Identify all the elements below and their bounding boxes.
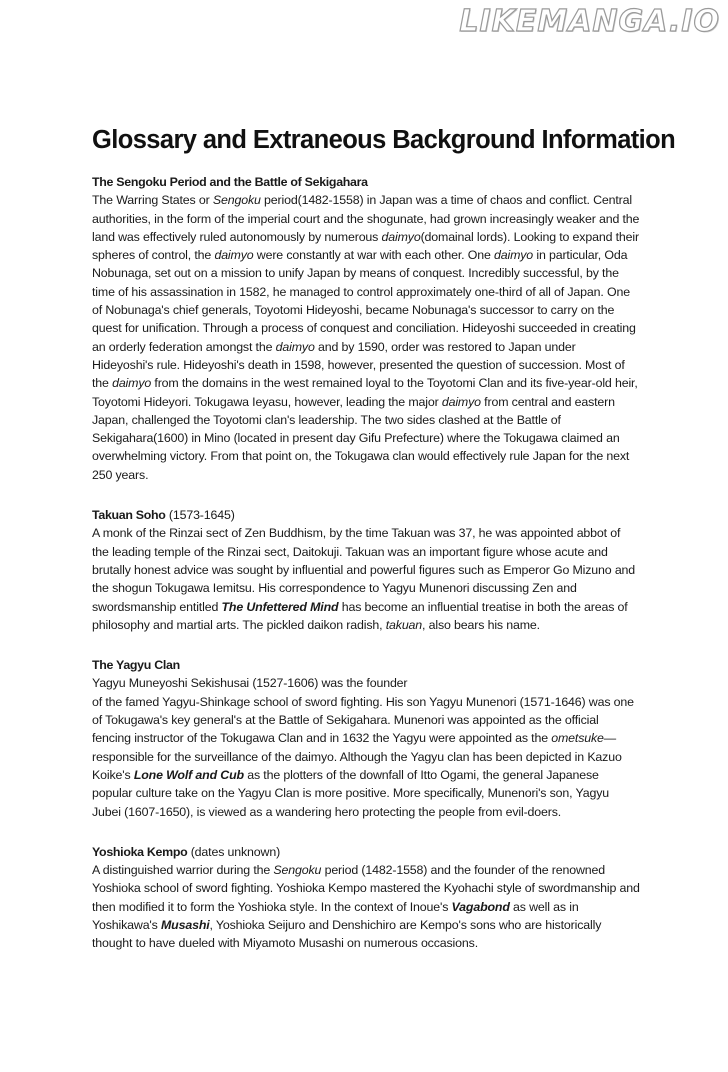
book-title: Lone Wolf and Cub (133, 767, 244, 782)
entry-heading (92, 656, 640, 674)
text-run: period(1482-1558) in Japan was a time of chaos and conflict. Central authorities, in the form of the imperial court and the shogunate, had grown increasingly weaker and the land was effectively ruled autonomously by numerous (92, 193, 640, 244)
entry-term: Takuan Soho (92, 508, 166, 523)
glossary-entry-sengoku (92, 173, 640, 484)
text-run: of the famed Yagyu-Shinkage school of sword fighting. His son Yagyu Munenori (1571-1646) was one of Tokugawa's key general's at the Battle of Sekigahara. Munenori was appointed as the official fencing instructor of the Tokugawa Clan and in 1632 the Yagyu were appointed as the (92, 694, 634, 746)
italic-term: daimyo (381, 229, 421, 244)
entry-paragraph (92, 861, 640, 952)
entry-heading (92, 843, 640, 861)
entry-term: The Sengoku Period and the Battle of Sekigahara (92, 175, 368, 189)
text-run: as the plotters of the downfall of Itto Ogami, the general Japanese popular culture take on the Yagyu Clan is more positive. More specifically, Munenori's son, Yagyu Jubei (1607-1650), is viewed as a wandering hero protecting the people from evil-doers. (92, 767, 609, 819)
glossary-content (92, 173, 640, 975)
text-run: from the domains in the west remained loyal to the Toyotomi Clan and its five-year-old heir, Toyotomi Hideyori. Tokugawa Ieyasu, however, leading the major (92, 376, 638, 409)
glossary-entry-yoshioka (92, 843, 640, 953)
text-run: , Yoshioka Seijuro and Denshichiro are Kempo's sons who are historically thought to have dueled with Miyamoto Musashi on numerous occasions. (92, 917, 602, 951)
text-run: from central and eastern Japan, challenged the Toyotomi clan's leadership. The two sides clashed at the Battle of Sekigahara(1600) in Mino (located in present day Gifu Prefecture) where the Tokugawa claimed an overwhelming victory. From that point on, the Tokugawa clan would effectively rule Japan for the next 250 years. (92, 394, 630, 482)
page-title: Glossary and Extraneous Background Information (92, 126, 676, 154)
text-run: , also bears his name. (422, 617, 540, 632)
text-run: as well as in Yoshikawa's (92, 899, 579, 932)
glossary-entry-yagyu (92, 656, 640, 821)
entry-dates: (dates unknown) (187, 844, 281, 859)
italic-term: Sengoku (212, 193, 261, 208)
entry-paragraph (92, 674, 640, 692)
text-run: A distinguished warrior during the (92, 863, 274, 878)
text-run: —responsible for the surveillance of the daimyo. Although the Yagyu clan has been depicted in Kazuo Koike's (92, 731, 622, 782)
text-run: in particular, Oda Nobunaga, set out on a mission to unify Japan by means of conquest. Incredibly successful, by the time of his assassination in 1582, he managed to control approximately one-third of all of Japan. One of Nobunaga's chief generals, Toyotomi Hideyoshi, became Nobunaga's successor to carry on the quest for unification. Through a process of conquest and conciliation. Hideyoshi succeeded in creating an orderly federation amongst the (92, 248, 636, 354)
italic-term: takuan (385, 617, 423, 632)
watermark: LIKEMANGA.IO (459, 4, 720, 39)
entry-paragraph (92, 524, 640, 634)
text-run: The Warring States or (92, 193, 213, 208)
text-run: A monk of the Rinzai sect of Zen Buddhism, by the time Takuan was 37, he was appointed abbot of the leading temple of the Rinzai sect, Daitokuji. Takuan was an important figure whose acute and brutally honest advice was sought by influential and powerful figures such as Emperor Go Mizuno and the shogun Tokugawa Iemitsu. His correspondence to Yagyu Munenori discussing Zen and swordsmanship entitled (92, 526, 636, 614)
text-run: period (1482-1558) and the founder of the renowned Yoshioka school of sword fighting. Yoshioka Kempo mastered the Kyohachi style of swordmanship and then modified it to form the Yoshioka style. In the context of Inoue's (92, 863, 640, 914)
book-title: The Unfettered Mind (221, 599, 339, 614)
entry-paragraph (92, 191, 640, 484)
entry-heading (92, 506, 640, 524)
book-title: Vagabond (451, 899, 510, 914)
italic-term: daimyo (494, 248, 534, 263)
entry-heading (92, 173, 640, 191)
text-run: (domainal lords). Looking to expand their spheres of control, the (92, 229, 639, 263)
text-run: were constantly at war with each other. One (253, 248, 494, 263)
italic-term: daimyo (112, 376, 152, 391)
italic-term: ometsuke (551, 731, 604, 746)
book-title: Musashi (161, 917, 210, 932)
italic-term: daimyo (275, 339, 315, 354)
entry-dates: (1573-1645) (165, 508, 235, 523)
italic-term: daimyo (441, 394, 481, 409)
text-run: has become an influential treatise in both the areas of philosophy and martial arts. The pickled daikon radish, (92, 599, 628, 632)
text-run: Yagyu Muneyoshi Sekishusai (1527-1606) was the founder (92, 676, 408, 691)
entry-paragraph (92, 693, 640, 821)
italic-term: daimyo (214, 248, 254, 263)
text-run: and by 1590, order was restored to Japan under Hideyoshi's rule. Hideyoshi's death in 1598, however, presented the question of succession. Most of the (92, 339, 625, 391)
glossary-entry-takuan (92, 506, 640, 634)
entry-term: Yoshioka Kempo (92, 844, 188, 859)
italic-term: Sengoku (273, 863, 322, 878)
entry-term: The Yagyu Clan (92, 658, 180, 673)
